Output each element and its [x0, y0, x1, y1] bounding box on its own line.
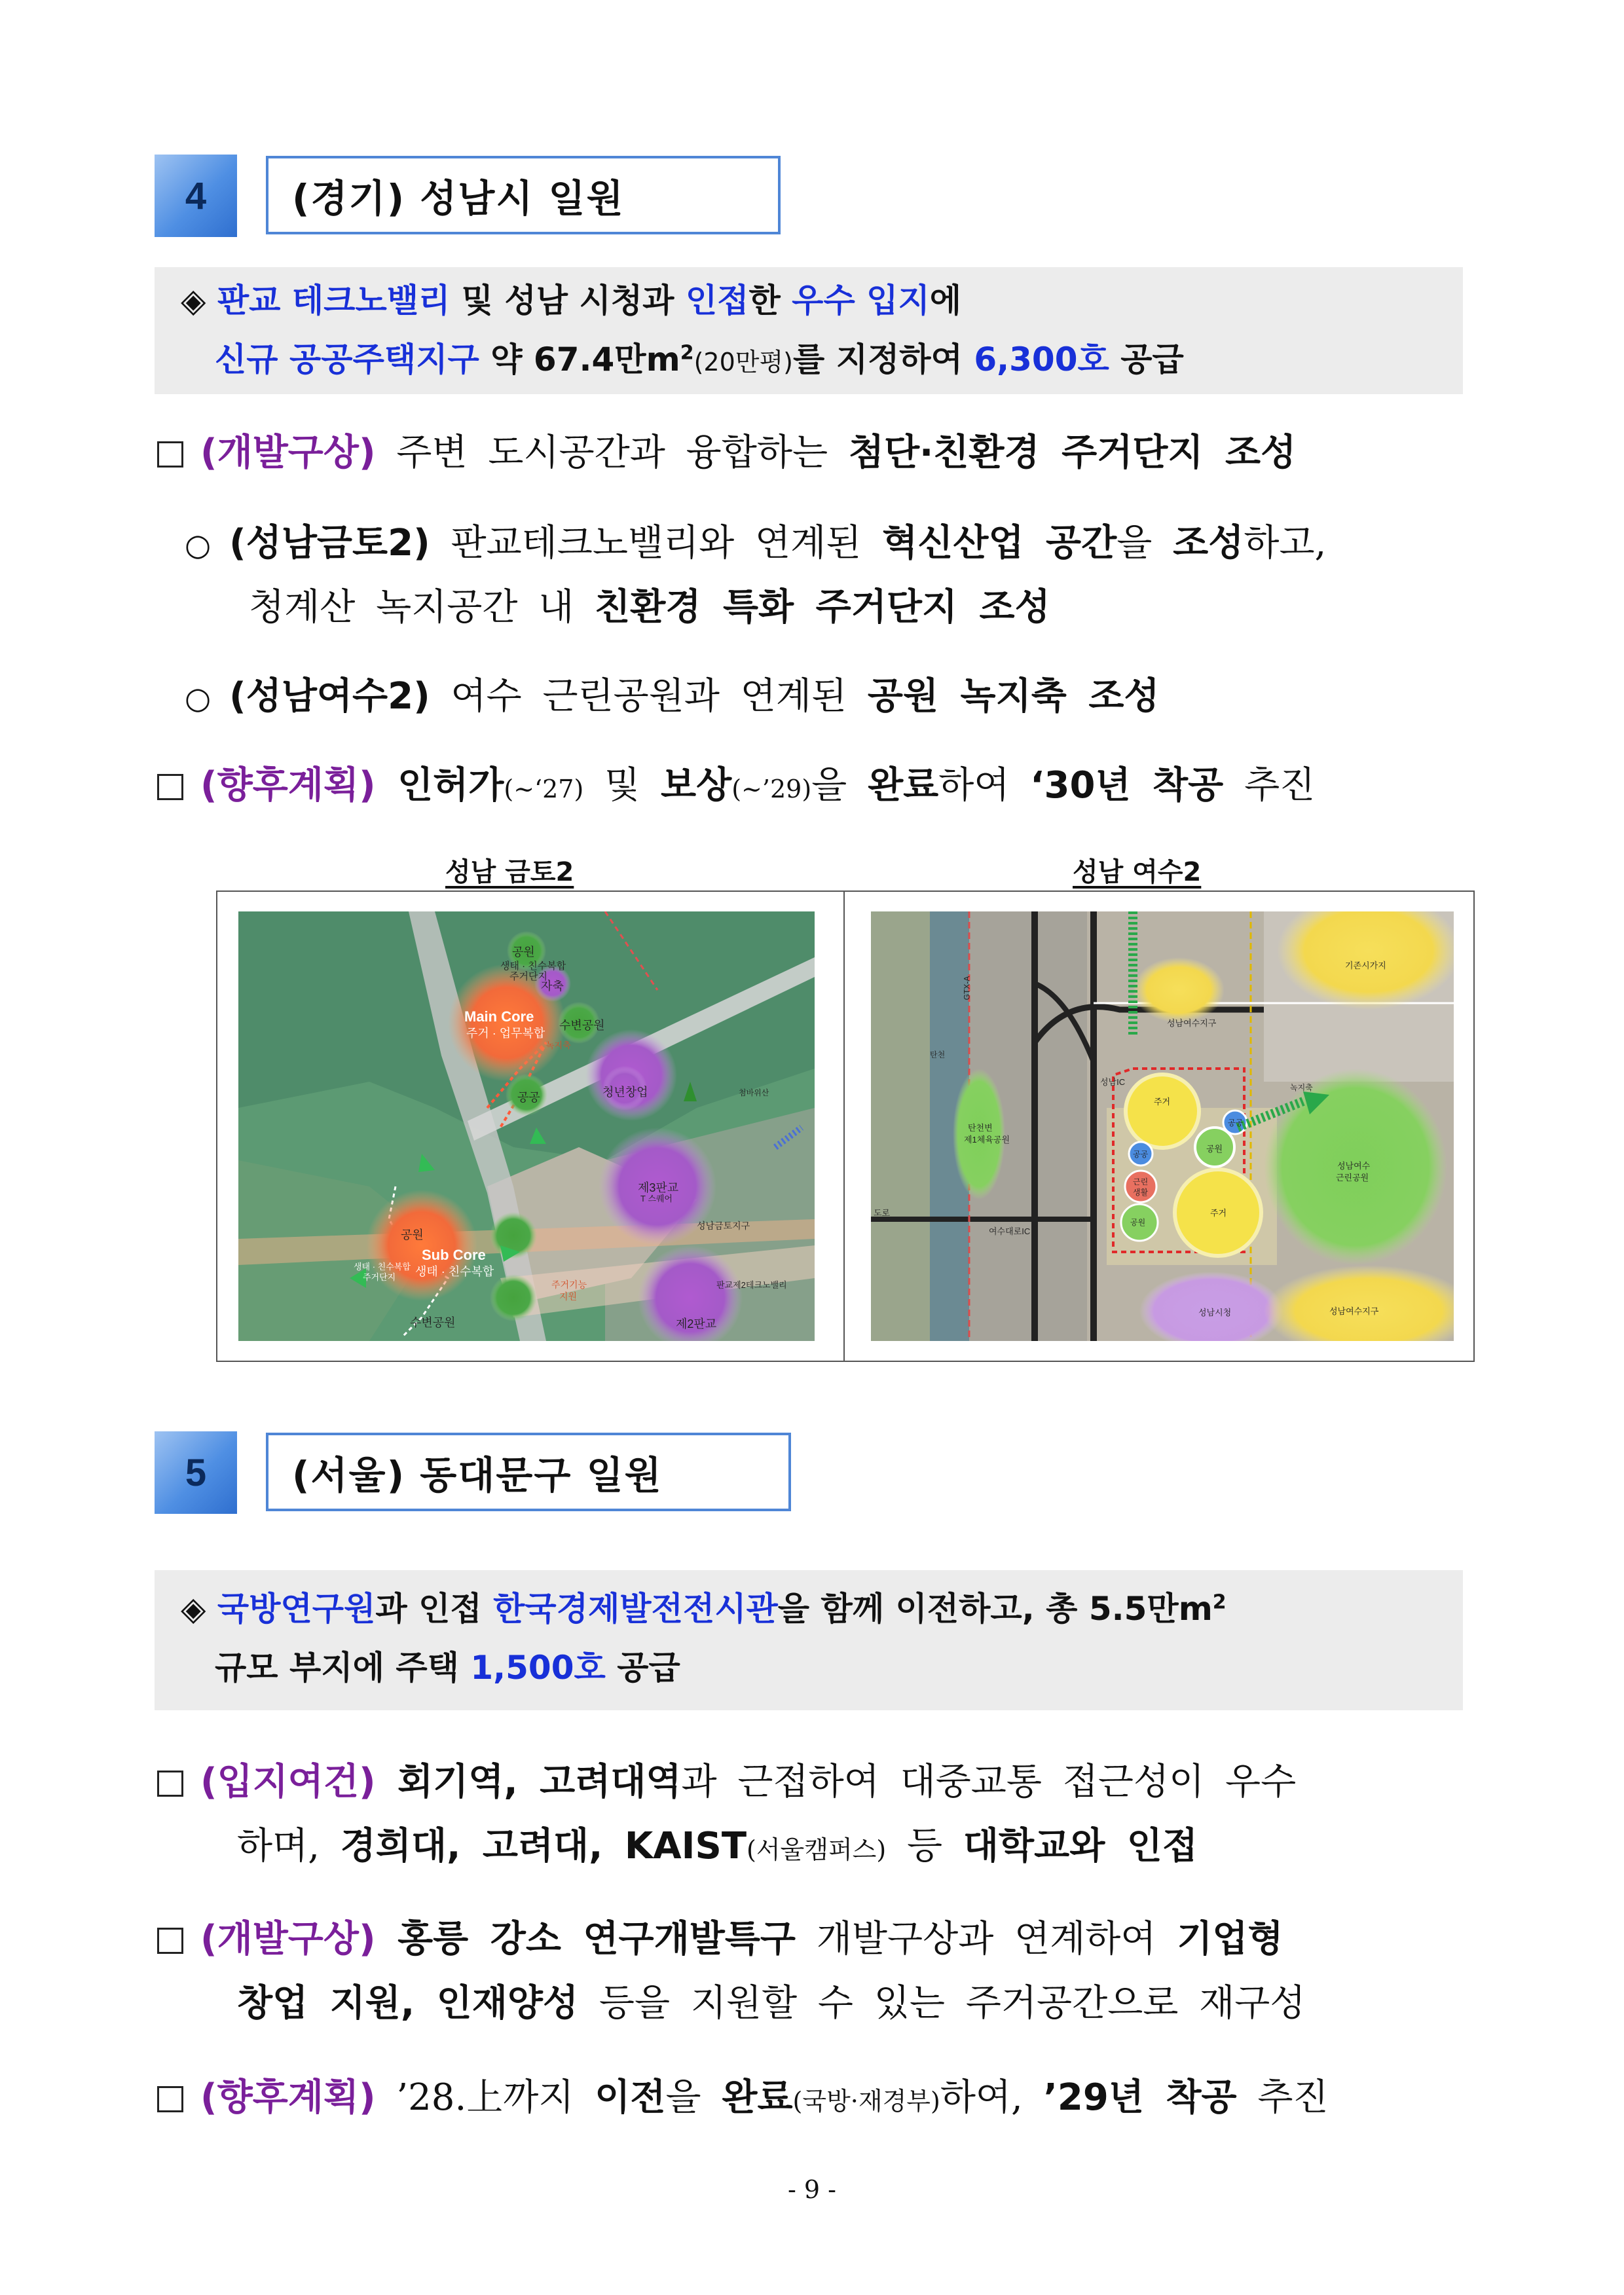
checkbox-square-icon — [157, 2086, 183, 2112]
item-emphasis: 보상 — [661, 764, 732, 807]
future-plan-line-5 — [157, 2072, 1329, 2127]
summary-text: 한 — [748, 282, 792, 320]
item-text: 하여 — [938, 764, 1031, 807]
map-label: 주거단지 — [509, 971, 547, 982]
map-label: 근린 — [1133, 1177, 1149, 1186]
item-label: (향후계획) — [200, 764, 376, 807]
map-label: Main Core — [464, 1008, 534, 1025]
summary-highlight: 판교 테크노밸리 — [217, 282, 451, 320]
map-label: 공원 — [401, 1228, 424, 1241]
map-label: 주거 — [1154, 1097, 1171, 1107]
section-4-number: 4 — [155, 155, 237, 237]
map-label: 생태 · 친수복합 — [415, 1265, 494, 1278]
item-text: 을 — [811, 764, 868, 807]
sub-item-geumto-cont — [249, 581, 1050, 634]
map-label: 주거기능 — [551, 1279, 587, 1290]
map-label: 수변공원 — [559, 1019, 605, 1032]
item-label: (성남여수2) — [229, 675, 430, 718]
item-emphasis: 홍릉 강소 연구개발특구 — [375, 1918, 796, 1960]
checkbox-square-icon — [157, 774, 183, 800]
item-text: 을 — [665, 2076, 722, 2119]
map-label: 공공 — [1228, 1118, 1244, 1128]
map-label: 성남여수지구 — [1167, 1018, 1217, 1028]
map-label: 공공 — [517, 1091, 540, 1104]
map-label: 지원 — [559, 1291, 578, 1302]
map-divider — [843, 890, 845, 1362]
item-note: (~‘27) — [504, 775, 584, 803]
item-text: 하고, — [1244, 522, 1327, 564]
map-yeosu2 — [871, 911, 1454, 1341]
item-emphasis: 이전 — [595, 2076, 666, 2119]
item-emphasis: 혁신산업 공간 — [882, 522, 1117, 564]
checkbox-square-icon — [157, 1771, 183, 1797]
summary-highlight: 1,500호 — [470, 1649, 606, 1687]
item-emphasis: 완료 — [722, 2076, 793, 2119]
map-label: 공원 — [1130, 1218, 1146, 1227]
item-text: 하여, — [940, 2076, 1044, 2119]
item-text: 하며, — [237, 1825, 341, 1867]
map-label: 기존시가지 — [1345, 961, 1386, 970]
summary-text: 공급 — [1109, 340, 1184, 378]
item-text: 을 — [1116, 522, 1173, 564]
item-text: 청계산 녹지공간 내 — [249, 586, 595, 629]
item-text: 개발구상과 연계하여 — [796, 1918, 1177, 1960]
sub-item-geumto — [185, 517, 1326, 571]
location-line — [157, 1756, 1296, 1808]
summary-text: 공급 — [605, 1649, 680, 1687]
checkbox-square-icon — [157, 1928, 183, 1954]
section-4-title: (경기) 성남시 일원 — [266, 156, 781, 234]
item-emphasis: ‘30년 착공 — [1030, 764, 1224, 807]
item-text: 등을 지원할 수 있는 주거공간으로 재구성 — [578, 1982, 1306, 2025]
map-label: 생태 · 친수복합 — [354, 1262, 411, 1272]
item-note: (국방·재경부) — [792, 2087, 940, 2116]
item-label: (입지여건) — [200, 1761, 376, 1803]
checkbox-square-icon — [157, 441, 183, 468]
item-emphasis: 창업 지원, 인재양성 — [237, 1982, 579, 2025]
item-text: 및 — [583, 764, 661, 807]
map-label: 성남시청 — [1198, 1308, 1232, 1317]
item-emphasis: ’29년 착공 — [1043, 2076, 1237, 2119]
map-label: 근린공원 — [1336, 1173, 1369, 1183]
item-emphasis: 회기역, 고려대역 — [375, 1761, 682, 1803]
map-label: 생활 — [1133, 1188, 1149, 1197]
map-label: 제3판교 — [638, 1181, 679, 1194]
map-label: 탄천 — [930, 1050, 946, 1059]
item-emphasis: 조성 — [1173, 522, 1244, 564]
map-caption-yeosu: 성남 여수2 — [1073, 857, 1202, 887]
diamond-bullet-icon: ◈ — [181, 1590, 206, 1628]
summary-text: 과 인접 — [375, 1590, 494, 1628]
summary-highlight: 한국경제발전전시관 — [493, 1590, 778, 1628]
summary-highlight: 인접 — [685, 282, 749, 320]
summary-text: 을 함께 이전하고, 총 5.5만m — [777, 1590, 1213, 1628]
map-label: 녹지축 — [546, 1040, 571, 1050]
location-line-cont — [237, 1820, 1198, 1876]
map-yeosu2-svg — [871, 911, 1454, 1341]
map-caption-geumto: 성남 금토2 — [445, 857, 574, 887]
map-label: 공원 — [512, 946, 535, 959]
dev-plan-line-5-cont — [237, 1977, 1305, 2030]
item-emphasis: 대학교와 인접 — [963, 1825, 1198, 1867]
map-label: T 스퀘어 — [640, 1194, 673, 1203]
map-label: 판교제2테크노밸리 — [716, 1280, 787, 1290]
item-text: 주변 도시공간과 융합하는 — [375, 431, 849, 474]
map-label: 주거단지 — [363, 1272, 396, 1282]
item-label: (향후계획) — [200, 2076, 376, 2119]
item-text: 등 — [886, 1825, 963, 1867]
map-label: 공원 — [1206, 1144, 1223, 1154]
item-emphasis: 첨단·친환경 주거단지 조성 — [848, 431, 1297, 474]
summary-text: 규모 부지에 주택 — [215, 1649, 471, 1687]
diamond-bullet-icon: ◈ — [181, 282, 206, 320]
item-text: 여수 근린공원과 연계된 — [430, 675, 868, 718]
section-5-title: (서울) 동대문구 일원 — [266, 1433, 791, 1511]
item-label: (성남금토2) — [229, 522, 430, 564]
future-plan-line — [157, 760, 1315, 815]
page-number: - 9 - — [787, 2175, 836, 2204]
map-label: 성남IC — [1100, 1077, 1126, 1087]
summary-note: (20만평) — [693, 348, 793, 376]
circle-bullet-icon: ○ — [185, 527, 212, 562]
section-4-summary — [155, 267, 1463, 394]
circle-bullet-icon: ○ — [185, 680, 212, 716]
superscript: 2 — [1212, 1590, 1227, 1614]
map-label: 성남금토지구 — [697, 1221, 750, 1231]
section-5-number: 5 — [155, 1431, 237, 1514]
map-label: 제1체육공원 — [964, 1135, 1010, 1145]
map-label: 생태 · 친수복합 — [500, 961, 566, 972]
dev-plan-line — [157, 427, 1296, 479]
item-text: 추진 — [1223, 764, 1316, 807]
map-label: 공공 — [1133, 1150, 1149, 1159]
summary-highlight: 우수 입지 — [792, 282, 930, 320]
map-label: 주거 — [1210, 1208, 1227, 1218]
item-emphasis: 기업형 — [1177, 1918, 1283, 1960]
summary-highlight: 신규 공공주택지구 — [215, 340, 479, 378]
superscript: 2 — [680, 341, 694, 365]
item-note: (~’29) — [731, 775, 812, 803]
sub-item-yeosu — [185, 670, 1160, 724]
summary-highlight: 국방연구원 — [217, 1590, 376, 1628]
summary-text: 에 — [929, 282, 962, 320]
map-label: GTX-A — [962, 976, 972, 1001]
map-label: 자축 — [541, 980, 564, 993]
section-5-summary — [155, 1570, 1463, 1710]
map-label: 주거 · 업무복합 — [466, 1027, 545, 1040]
item-text: ’28.上까지 — [375, 2076, 595, 2119]
item-emphasis: 경희대, 고려대, KAIST — [340, 1825, 747, 1867]
map-label: 수변공원 — [410, 1316, 456, 1329]
item-label: (개발구상) — [200, 1918, 376, 1960]
item-text: 추진 — [1236, 2076, 1329, 2119]
map-label: 성남여수 — [1337, 1161, 1371, 1171]
map-label: Sub Core — [422, 1247, 486, 1263]
item-label: (개발구상) — [200, 431, 376, 474]
map-label: 성남여수지구 — [1329, 1306, 1379, 1316]
map-label: 여수대로IC — [989, 1226, 1031, 1236]
item-text: 과 근접하여 대중교통 접근성이 우수 — [681, 1761, 1297, 1803]
item-note: (서울캠퍼스) — [747, 1835, 887, 1864]
map-label: 청년창업 — [602, 1086, 648, 1099]
item-emphasis: 완료 — [868, 764, 939, 807]
summary-text: 약 67.4만m — [479, 340, 680, 378]
item-emphasis: 친환경 특화 주거단지 조성 — [595, 586, 1050, 629]
summary-text: 를 지정하여 — [793, 340, 974, 378]
item-emphasis: 인허가 — [375, 764, 504, 807]
dev-plan-line-5 — [157, 1913, 1283, 1966]
summary-text: 및 성남 시청과 — [450, 282, 686, 320]
map-label: 도로 — [874, 1208, 891, 1218]
summary-highlight: 6,300호 — [974, 340, 1109, 378]
map-geumto2 — [238, 911, 815, 1341]
map-label: 녹지축 — [1290, 1083, 1313, 1092]
item-emphasis: 공원 녹지축 조성 — [867, 675, 1160, 718]
map-label: 탄천변 — [968, 1123, 993, 1133]
item-text: 판교테크노밸리와 연계된 — [430, 522, 883, 564]
map-label: 제2판교 — [676, 1317, 717, 1331]
map-label: 첨바위산 — [739, 1088, 769, 1097]
